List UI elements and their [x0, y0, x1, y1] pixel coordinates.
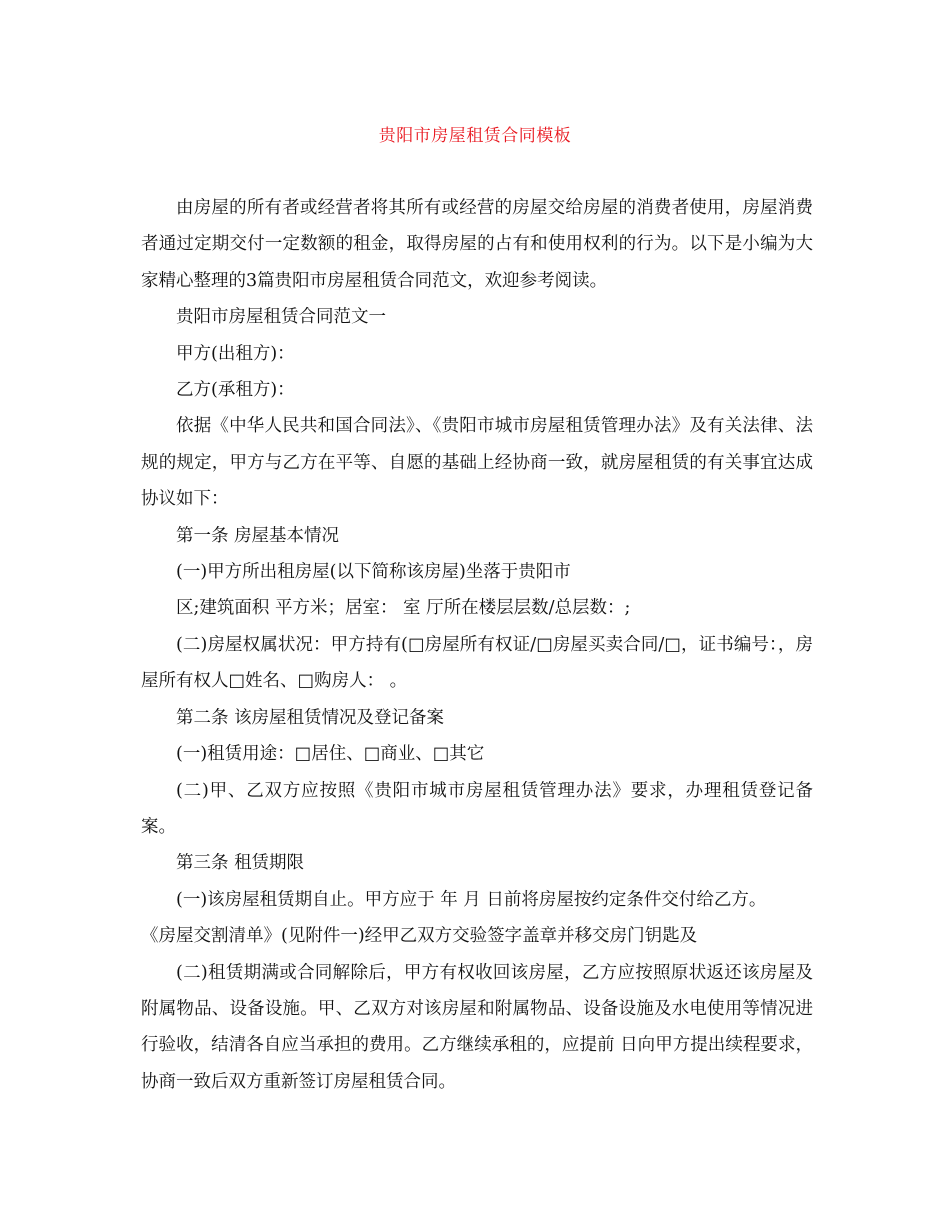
paragraph-article-3-handover: 《房屋交割清单》(见附件一)经甲乙双方交验签字盖章并移交房门钥匙及 — [141, 926, 698, 947]
paragraph-article-1-item-2: (二)房屋权属状况：甲方持有(□房屋所有权证/□房屋买卖合同/□，证书编号：，房屋所有权人□姓名、□购房人： 。 — [141, 634, 813, 692]
paragraph-sample-heading: 贵阳市房屋租赁合同范文一 — [176, 307, 386, 328]
paragraph-article-2-item-1: (一)租赁用途：□居住、□商业、□其它 — [176, 744, 485, 765]
paragraph-article-3-item-2: (二)租赁期满或合同解除后，甲方有权收回该房屋，乙方应按照原状返还该房屋及附属物品、设备设施。甲、乙双方对该房屋和附属物品、设备设施及水电使用等情况进行验收，结清各自应当承担的费用。乙方继续承租的，应提前 日向甲方提出续程要求，协商一致后双方重新签订房屋租赁合同。 — [141, 962, 813, 1092]
paragraph-article-3-heading: 第三条 租赁期限 — [176, 853, 305, 874]
paragraph-party-a: 甲方(出租方)： — [176, 343, 295, 364]
document-body — [141, 190, 813, 1100]
paragraph-party-b: 乙方(承租方)： — [176, 380, 295, 401]
paragraph-article-1-heading: 第一条 房屋基本情况 — [176, 525, 340, 546]
paragraph-article-1-item-1: (一)甲方所出租房屋(以下简称该房屋)坐落于贵阳市 — [176, 562, 571, 583]
document-title: 贵阳市房屋租赁合同模板 — [378, 126, 572, 146]
paragraph-intro: 由房屋的所有者或经营者将其所有或经营的房屋交给房屋的消费者使用，房屋消费者通过定期交付一定数额的租金，取得房屋的占有和使用权利的行为。以下是小编为大家精心整理的3篇贵阳市房屋租赁合同范文，欢迎参考阅读。 — [141, 198, 813, 291]
paragraph-article-2-item-2: (二)甲、乙双方应按照《贵阳市城市房屋租赁管理办法》要求，办理租赁登记备案。 — [141, 780, 813, 837]
paragraph-legal-basis: 依据《中华人民共和国合同法》、《贵阳市城市房屋租赁管理办法》及有关法律、法规的规定，甲方与乙方在平等、自愿的基础上经协商一致，就房屋租赁的有关事宜达成协议如下： — [141, 416, 813, 510]
paragraph-article-2-heading: 第二条 该房屋租赁情况及登记备案 — [176, 707, 445, 728]
paragraph-article-3-item-1: (一)该房屋租赁期自止。甲方应于 年 月 日前将房屋按约定条件交付给乙方。 — [176, 889, 767, 910]
paragraph-article-1-area: 区;建筑面积 平方米；居室： 室 厅所在楼层层数/总层数：; — [176, 598, 631, 619]
